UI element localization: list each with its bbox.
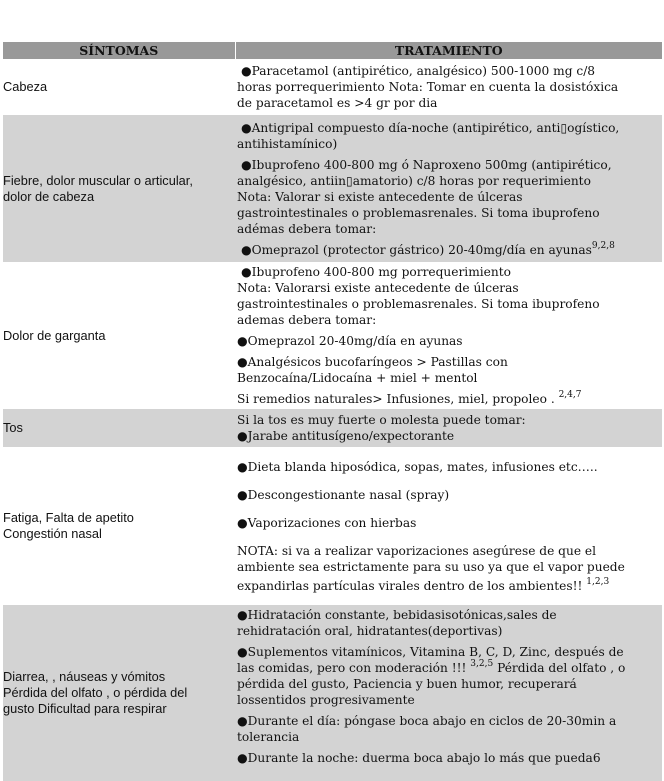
reference-superscript: 3,2,5 [470, 659, 494, 669]
symptom-cell [3, 447, 235, 605]
treatment-line: ●Descongestionante nasal (spray) [237, 487, 450, 502]
treatment-line: pérdida del gusto, Paciencia y buen humor, recuperará [237, 677, 577, 691]
table-header-row [3, 42, 662, 59]
treatment-line: gastrointestinales o problemasrenales. Si toma ibuprofeno [237, 297, 600, 311]
treatment-cell [235, 409, 662, 447]
treatment-line: lossentidos progresivamente [237, 693, 415, 707]
treatment-cell [235, 115, 662, 262]
treatment-line: de paracetamol es >4 gr por dia [237, 96, 438, 110]
treatment-text: expandirlas partículas virales dentro de los ambientes!! [237, 578, 583, 593]
table-row [3, 605, 662, 781]
treatment-text: ●Omeprazol (protector gástrico) 20-40mg/día en ayunas [241, 242, 592, 257]
table-row [3, 262, 662, 409]
treatment-line: ademas debera tomar: [237, 313, 377, 327]
treatment-line: Si la tos es muy fuerte o molesta puede tomar: [237, 413, 526, 427]
treatment-line: ●Analgésicos bucofaríngeos > Pastillas con [237, 355, 508, 369]
table-row [3, 115, 662, 262]
table-row [3, 409, 662, 447]
treatment-line: ●Durante la noche: duerma boca abajo lo más que pueda6 [237, 751, 601, 765]
table-row [3, 447, 662, 605]
symptom-text: gusto Dificultad para respirar [3, 701, 167, 716]
treatment-line: horas porrequerimiento Nota: Tomar en cuenta la dosistóxica [237, 80, 619, 94]
treatment-line: ●Antigripal compuesto día-noche (antipirético, anti▯ogístico, [241, 120, 620, 135]
symptom-cell [3, 409, 235, 447]
symptom-text: Fatiga, Falta de apetito [3, 510, 134, 525]
symptom-text: dolor de cabeza [3, 188, 95, 204]
treatment-cell [235, 447, 662, 605]
treatment-line: ●Jarabe antitusígeno/expectorante [237, 429, 455, 443]
reference-superscript: 9,2,8 [591, 240, 615, 251]
treatment-line [237, 391, 660, 407]
symptom-text: Tos [3, 420, 23, 435]
treatment-line: ambiente sea estrictamente para su uso ya que el vapor puede [237, 559, 625, 574]
treatment-text: Pérdida del olfato , o [497, 661, 626, 675]
symptom-text: Congestión nasal [3, 526, 102, 541]
treatment-line [237, 242, 660, 258]
treatment-line: adémas debera tomar: [237, 221, 377, 236]
symptom-cell [3, 115, 235, 262]
treatment-cell [235, 262, 662, 409]
treatment-line: NOTA: si va a realizar vaporizaciones asegúrese de que el [237, 543, 597, 558]
treatment-line: ●Omeprazol 20-40mg/día en ayunas [237, 334, 463, 348]
treatment-line: Benzocaína/Lidocaína + miel + mentol [237, 371, 478, 385]
treatment-text: Si remedios naturales> Infusiones, miel, propoleo . [237, 392, 555, 406]
reference-superscript: 1,2,3 [586, 576, 610, 587]
header-symptoms: SÍNTOMAS [3, 42, 235, 59]
treatment-line: rehidratación oral, hidratantes(deportivas) [237, 624, 503, 638]
symptom-text: Dolor de garganta [3, 327, 106, 343]
treatment-line: ●Durante el día: póngase boca abajo en ciclos de 20-30min a [237, 714, 617, 728]
treatment-line [237, 578, 660, 594]
symptom-text: Diarrea, , náuseas y vómitos [3, 669, 166, 684]
treatment-table [3, 42, 662, 781]
symptom-text: Cabeza [3, 79, 48, 94]
symptom-cell [3, 59, 235, 115]
header-treatment: TRATAMIENTO [235, 42, 662, 59]
treatment-line: ●Suplementos vitamínicos, Vitamina B, C, D, Zinc, después de [237, 645, 624, 659]
treatment-line: ●Hidratación constante, bebidasisotónicas,sales de [237, 608, 557, 622]
treatment-line: ●Dieta blanda hiposódica, sopas, mates, infusiones etc….. [237, 459, 598, 474]
treatment-line: Nota: Valorar si existe antecedente de úlceras [237, 189, 523, 204]
treatment-cell [235, 59, 662, 115]
treatment-cell [235, 605, 662, 781]
document-page [3, 42, 662, 781]
treatment-line [237, 660, 660, 676]
symptom-cell [3, 262, 235, 409]
table-row [3, 59, 662, 115]
treatment-line: Nota: Valorarsi existe antecedente de úlceras [237, 281, 519, 295]
symptom-cell [3, 605, 235, 781]
treatment-line: tolerancia [237, 730, 300, 744]
treatment-line: ●Ibuprofeno 400-800 mg ó Naproxeno 500mg (antipirético, [241, 157, 612, 172]
treatment-line: gastrointestinales o problemasrenales. Si toma ibuprofeno [237, 205, 600, 220]
treatment-line: antihistamínico) [237, 136, 338, 151]
treatment-line: analgésico, antiin▯amatorio) c/8 horas por requerimiento [237, 173, 591, 188]
treatment-line: ●Paracetamol (antipirético, analgésico) 500-1000 mg c/8 [241, 64, 596, 78]
symptom-text: Pérdida del olfato , o pérdida del [3, 685, 188, 700]
treatment-line: ●Vaporizaciones con hierbas [237, 515, 417, 530]
treatment-line: ●Ibuprofeno 400-800 mg porrequerimiento [241, 265, 511, 279]
reference-superscript: 2,4,7 [558, 390, 582, 400]
symptom-text: Fiebre, dolor muscular o articular, [3, 172, 193, 188]
treatment-text: las comidas, pero con moderación !!! [237, 661, 467, 675]
